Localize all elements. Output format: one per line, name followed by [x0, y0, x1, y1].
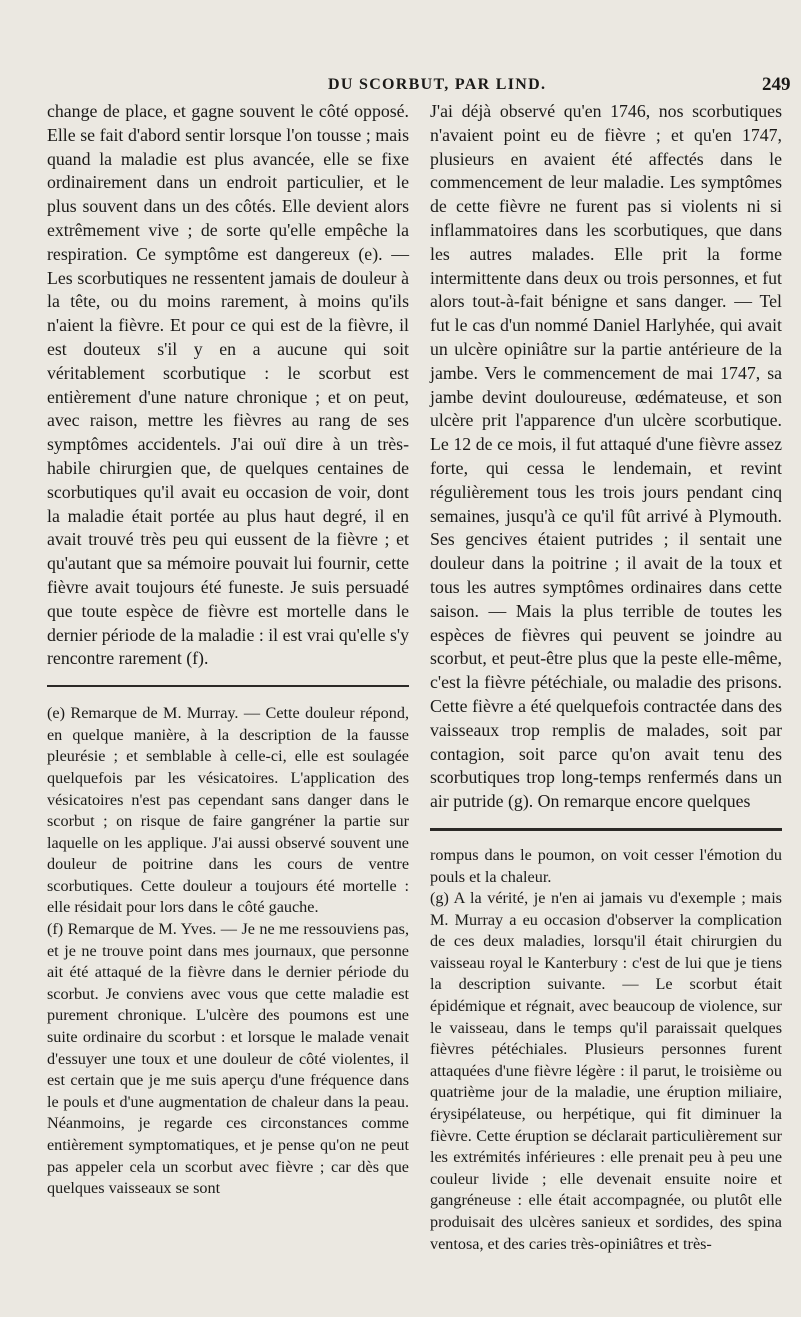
footnote-f: (f) Remarque de M. Yves. — Je ne me ressouviens pas, et je ne trouve point dans mes journaux, que personne ait été attaqué de la fièvre dans le dernier période du scorbut. Je conviens avec vous que cette maladie est purement chronique. L'ulcère des poumons est une suite ordinaire du scorbut : et lorsque le malade venait d'essuyer une toux et une douleur de côté violentes, il est certain que je me suis aperçu d'une fréquence dans le pouls et d'une augmentation de chaleur dans la peau. Néanmoins, je regarde ces circonstances comme entièrement symptomatiques, et je pense qu'on ne peut pas appeler cela un scorbut avec fièvre ; car dès que quelques vaisseaux se sont — [47, 920, 409, 1198]
body-paragraph-right: J'ai déjà observé qu'en 1746, nos scorbutiques n'avaient point eu de fièvre ; et qu'en 1747, plusieurs en avaient été affectés dans le commencement de leur maladie. Les symptômes de cette fièvre ne furent pas si violents ni si inflammatoires dans les scorbutiques, que dans les autres malades. Elle prit la forme intermittente dans deux ou trois personnes, et fut alors tout-à-fait bénigne et sans danger. — Tel fut le cas d'un nommé Daniel Harlyhée, qui avait un ulcère opiniâtre sur la partie antérieure de la jambe. Vers le commencement de mai 1747, sa jambe devint douloureuse, œdémateuse, et son ulcère prit l'apparence d'un ulcère scorbutique. Le 12 de ce mois, il fut attaqué d'une fièvre assez forte, qui cessa le lendemain, et revint régulièrement tous les trois jours pendant cinq semaines, jusqu'à ce qu'il fût arrivé à Plymouth. Ses gencives étaient putrides ; il sentait une douleur dans la poitrine ; il avait de la toux et tous les autres symptômes ordinaires dans cette saison. — Mais la plus terrible de toutes les espèces de fièvres qui peuvent se joindre au scorbut, et peut-être plus que la peste elle-même, c'est la fièvre pétéchiale, ou maladie des prisons. Cette fièvre a été quelquefois contractée dans des vaisseaux trop remplis de malades, soit par contagion, soit parce qu'on avait tenu des scorbutiques trop long-temps renfermés dans un air putride (g). On remarque encore quelques — [430, 101, 782, 812]
footnote-separator-right — [430, 828, 782, 831]
footnote-separator — [47, 685, 409, 687]
body-paragraph-left: change de place, et gagne souvent le côté opposé. Elle se fait d'abord sentir lorsque l'on tousse ; mais quand la maladie est plus avancée, elle se fixe ordinairement dans un endroit particulier, et le plus souvent dans un des côtés. Elle devient alors extrêmement vive ; de sorte qu'elle empêche la respiration. Ce symptôme est dangereux (e). — Les scorbutiques ne ressentent jamais de douleur à la tête, ou du moins rarement, à moins qu'ils n'aient la fièvre. Et pour ce qui est de la fièvre, il est douteux s'il y en a aucune qui soit véritablement scorbutique : le scorbut est entièrement d'une nature chronique ; et on peut, avec raison, mettre les fièvres au rang de ses symptômes accidentels. J'ai ouï dire à un très-habile chirurgien que, de quelques centaines de scorbutiques qu'il avait eu occasion de voir, dont la maladie était portée au plus haut degré, il en avait trouvé très peu qui eussent de la fièvre ; et qu'autant que sa mémoire pouvait lui fournir, cette fièvre avait toujours été funeste. Je suis persuadé que toute espèce de fièvre est mortelle dans le dernier période de la maladie : il est vrai qu'elle s'y rencontre rarement (f). — [47, 101, 409, 669]
footnote-continuation: rompus dans le poumon, on voit cesser l'émotion du pouls et la chaleur. — [430, 845, 782, 886]
left-column — [47, 100, 409, 1200]
running-title: DU SCORBUT, PAR LIND. — [328, 76, 547, 93]
right-column — [430, 100, 782, 1255]
footnote-e: (e) Remarque de M. Murray. — Cette douleur répond, en quelque manière, à la description de la fausse pleurésie ; et semblable à celle-ci, elle est soulagée quelquefois par les vésicatoires. L'application des vésicatoires n'est pas cependant sans danger dans le scorbut ; on risque de faire gangréner la partie sur laquelle on les applique. J'ai aussi observé souvent une douleur de poitrine dans les cours de ventre scorbutiques. Cette douleur a toujours été mortelle : elle résidait pour lors dans le côté gauche. — [47, 704, 409, 917]
footnote-g: (g) A la vérité, je n'en ai jamais vu d'exemple ; mais M. Murray a eu occasion d'observer la complication de ces deux maladies, lorsqu'il était chirurgien du vaisseau royal le Kanterbury : c'est de lui que je tiens la description suivante. — Le scorbut était épidémique et régnait, avec beaucoup de violence, sur le vaisseau, dans le temps qu'il paraissait quelques fièvres pétéchiales. Plusieurs personnes furent attaquées d'une fièvre légère : il parut, le troisième ou quatrième jour de la maladie, une éruption miliaire, érysipélateuse, ou herpétique, qui fit diminuer la fièvre. Cette éruption se déclarait particulièrement sur les extrémités inférieures : elle prenait peu à peu une couleur livide ; elle devenait ensuite noire et gangréneuse : elle était accompagnée, ou plutôt elle produisait des ulcères sanieux et sordides, des spina ventosa, et des caries très-opiniâtres et très- — [430, 889, 782, 1253]
page-number: 249 — [762, 74, 791, 95]
